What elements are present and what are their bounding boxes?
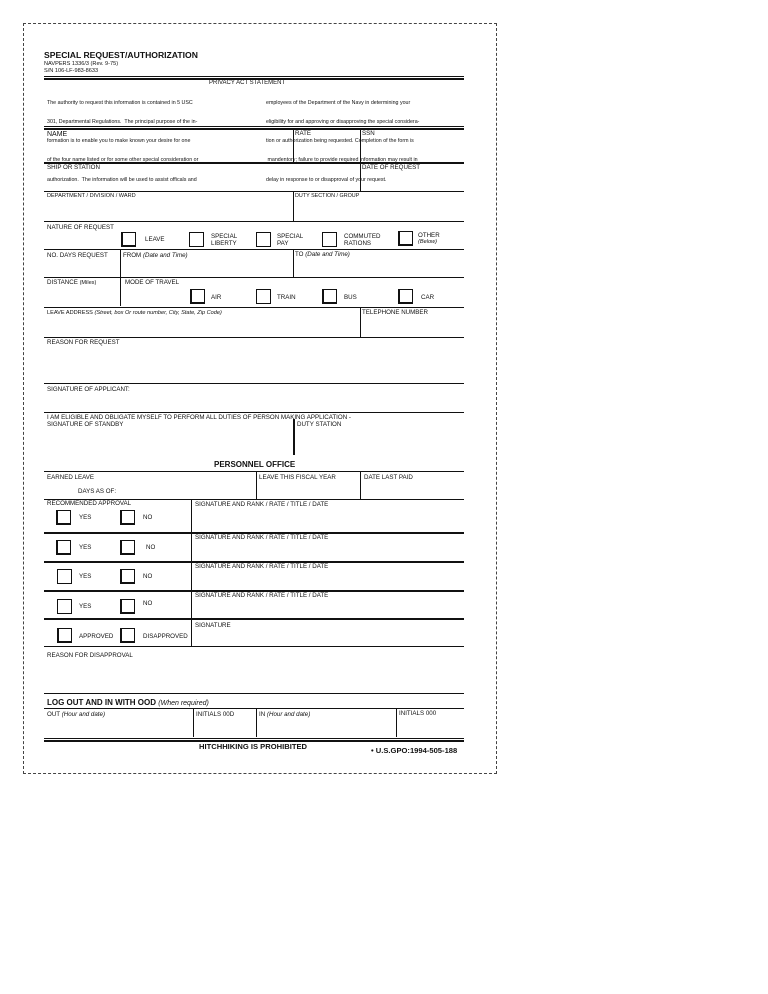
privacy-left: The authority to request this information is contained in 5 USC 301, Departmental Regulations. The principal purpose of the in- formation is to enable you to make known your desire for one of the four name listed or for some other special consideration or authorization. The information will be used to assist officals and bbox=[47, 99, 199, 183]
telephone-label: TELEPHONE NUMBER bbox=[362, 309, 429, 316]
divider bbox=[360, 128, 361, 192]
divider bbox=[293, 419, 295, 455]
rule bbox=[44, 618, 464, 620]
yes-label: YES bbox=[79, 603, 92, 610]
rule bbox=[44, 337, 464, 338]
privacy-heading: PRIVACY ACT STATEMENT bbox=[209, 80, 286, 86]
divider bbox=[293, 191, 294, 221]
reason-label: REASON FOR REQUEST bbox=[47, 339, 120, 346]
rule bbox=[44, 249, 464, 250]
rule bbox=[44, 76, 464, 77]
signature-label: SIGNATURE bbox=[195, 622, 231, 629]
rule bbox=[44, 693, 464, 694]
sig-rank-label-3: SIGNATURE AND RANK / RATE / TITLE / DATE bbox=[195, 563, 329, 570]
in-label: IN (Hour and date) bbox=[259, 711, 311, 718]
signature-standby-label: SIGNATURE OF STANDBY bbox=[47, 421, 124, 428]
sig-rank-label-2: SIGNATURE AND RANK / RATE / TITLE / DATE bbox=[195, 534, 329, 541]
signature-standby-field[interactable] bbox=[44, 429, 292, 455]
yes-label: YES bbox=[79, 573, 92, 580]
duty-station-label: DUTY STATION bbox=[297, 421, 342, 428]
name-field[interactable] bbox=[44, 134, 292, 162]
commuted-rations-checkbox[interactable] bbox=[322, 232, 337, 247]
leave-address-label: LEAVE ADDRESS (Street, box Or route number, City, State, Zip Code) bbox=[47, 310, 222, 316]
form-sn: S/N 106-LF-983-8633 bbox=[44, 68, 99, 74]
bus-label: BUS bbox=[344, 294, 357, 301]
ship-label: SHIP OR STATION bbox=[47, 164, 100, 171]
special-pay-checkbox[interactable] bbox=[256, 232, 271, 247]
divider bbox=[193, 708, 194, 737]
train-label: TRAIN bbox=[277, 294, 296, 301]
divider bbox=[256, 471, 257, 499]
leave-address-field[interactable] bbox=[44, 317, 358, 336]
department-field[interactable] bbox=[44, 200, 292, 220]
divider bbox=[256, 708, 257, 737]
yes-checkbox-4[interactable] bbox=[57, 599, 72, 614]
approved-checkbox[interactable] bbox=[57, 628, 72, 643]
initials-ood2-label: INITIALS 000 bbox=[399, 710, 437, 717]
signature-applicant-field[interactable] bbox=[44, 394, 464, 411]
reason-field[interactable] bbox=[44, 347, 464, 382]
from-label: FROM (Date and Time) bbox=[123, 252, 188, 259]
yes-label: YES bbox=[79, 514, 92, 521]
rule bbox=[44, 126, 464, 127]
no-label: NO bbox=[143, 573, 153, 580]
no-checkbox-1[interactable] bbox=[120, 510, 135, 525]
yes-checkbox-2[interactable] bbox=[56, 540, 71, 555]
rule bbox=[44, 471, 464, 472]
disapproved-checkbox[interactable] bbox=[120, 628, 135, 643]
nature-label: NATURE OF REQUEST bbox=[47, 224, 114, 231]
leave-label: LEAVE bbox=[145, 236, 165, 243]
ship-field[interactable] bbox=[44, 171, 358, 191]
recommended-label: RECOMMENDED APPROVAL bbox=[47, 500, 132, 507]
rule bbox=[44, 128, 464, 130]
duty-section-label: DUTY SECTION / GROUP bbox=[295, 193, 360, 199]
special-liberty-label: SPECIAL LIBERTY bbox=[211, 233, 238, 247]
ssn-label: SSN bbox=[362, 130, 375, 137]
air-label: AIR bbox=[211, 294, 222, 301]
hitchhiking-notice: HITCHHIKING IS PROHIBITED bbox=[199, 742, 308, 751]
out-label: OUT (Hour and date) bbox=[47, 711, 106, 718]
no-days-label: NO. DAYS REQUEST bbox=[47, 252, 108, 259]
divider bbox=[396, 708, 397, 737]
no-label: NO bbox=[143, 600, 153, 607]
signature-applicant-label: SIGNATURE OF APPLICANT: bbox=[47, 386, 130, 393]
form-title: SPECIAL REQUEST/AUTHORIZATION bbox=[44, 50, 198, 60]
other-label: OTHER (Below) bbox=[418, 232, 440, 245]
air-checkbox[interactable] bbox=[190, 289, 205, 304]
mode-label: MODE OF TRAVEL bbox=[125, 279, 180, 286]
earned-leave-label: EARNED LEAVE bbox=[47, 474, 94, 481]
reason-disapproval-label: REASON FOR DISAPPROVAL bbox=[47, 652, 133, 659]
car-label: CAR bbox=[421, 294, 435, 301]
rule bbox=[44, 383, 464, 384]
no-checkbox-2[interactable] bbox=[120, 540, 135, 555]
approved-label: APPROVED bbox=[79, 633, 114, 640]
car-checkbox[interactable] bbox=[398, 289, 413, 304]
personnel-heading: PERSONNEL OFFICE bbox=[214, 460, 296, 469]
divider bbox=[293, 249, 294, 277]
privacy-right: employees of the Department of the Navy in determining your eligibility for and approving or disapproving the special considera- tion or authorization being requested. Completion of the form is mandentory; failure to provide required information may result in delay in response to or disapproval of your request. bbox=[266, 99, 420, 183]
standby-statement: I AM ELIGIBLE AND OBLIGATE MYSELF TO PERFORM ALL DUTIES OF PERSON MAKING APPLICATION - bbox=[47, 414, 351, 421]
rule bbox=[44, 307, 464, 308]
divider bbox=[360, 307, 361, 337]
yes-label: YES bbox=[79, 544, 92, 551]
special-liberty-checkbox[interactable] bbox=[189, 232, 204, 247]
distance-label: DISTANCE (Miles) bbox=[47, 279, 97, 286]
rule bbox=[44, 646, 464, 647]
special-pay-label: SPECIAL PAY bbox=[277, 233, 304, 247]
yes-checkbox-3[interactable] bbox=[57, 569, 72, 584]
department-label: DEPARTMENT / DIVISION / WARD bbox=[47, 193, 136, 199]
bus-checkbox[interactable] bbox=[322, 289, 337, 304]
date-last-paid-label: DATE LAST PAID bbox=[364, 474, 413, 481]
form-page bbox=[23, 23, 497, 774]
name-label: NAME bbox=[47, 131, 68, 138]
gpo-imprint: • U.S.GPO:1994-505-188 bbox=[371, 746, 458, 755]
reason-disapproval-field[interactable] bbox=[44, 660, 464, 692]
rule bbox=[44, 708, 464, 709]
divider bbox=[293, 128, 294, 163]
no-label: NO bbox=[143, 514, 153, 521]
rule bbox=[44, 738, 464, 739]
divider bbox=[191, 499, 192, 646]
no-checkbox-4[interactable] bbox=[120, 599, 135, 614]
no-label: NO bbox=[146, 544, 156, 551]
to-label: TO (Date and Time) bbox=[295, 251, 350, 258]
form-number: NAVPERS 1336/3 (Rev. 9-75) bbox=[44, 61, 119, 67]
days-as-of-label: DAYS AS OF: bbox=[78, 488, 117, 495]
rate-label: RATE bbox=[295, 130, 312, 137]
log-heading: LOG OUT AND IN WITH OOD (When required) bbox=[47, 698, 209, 707]
disapproved-label: DISAPPROVED bbox=[143, 633, 188, 640]
no-checkbox-3[interactable] bbox=[120, 569, 135, 584]
leave-fiscal-label: LEAVE THIS FISCAL YEAR bbox=[259, 474, 336, 481]
sig-rank-label-4: SIGNATURE AND RANK / RATE / TITLE / DATE bbox=[195, 592, 329, 599]
date-request-label: DATE OF REQUEST bbox=[362, 164, 420, 171]
commuted-rations-label: COMMUTED RATIONS bbox=[344, 233, 381, 247]
train-checkbox[interactable] bbox=[256, 289, 271, 304]
sig-rank-label-1: SIGNATURE AND RANK / RATE / TITLE / DATE bbox=[195, 501, 329, 508]
rule bbox=[44, 221, 464, 222]
leave-checkbox[interactable] bbox=[121, 232, 136, 247]
rule bbox=[44, 191, 464, 192]
rule bbox=[44, 277, 464, 278]
divider bbox=[360, 471, 361, 499]
yes-checkbox-1[interactable] bbox=[56, 510, 71, 525]
initials-ood-label: INITIALS 00D bbox=[196, 711, 235, 718]
rule bbox=[44, 412, 464, 413]
other-checkbox[interactable] bbox=[398, 231, 413, 246]
